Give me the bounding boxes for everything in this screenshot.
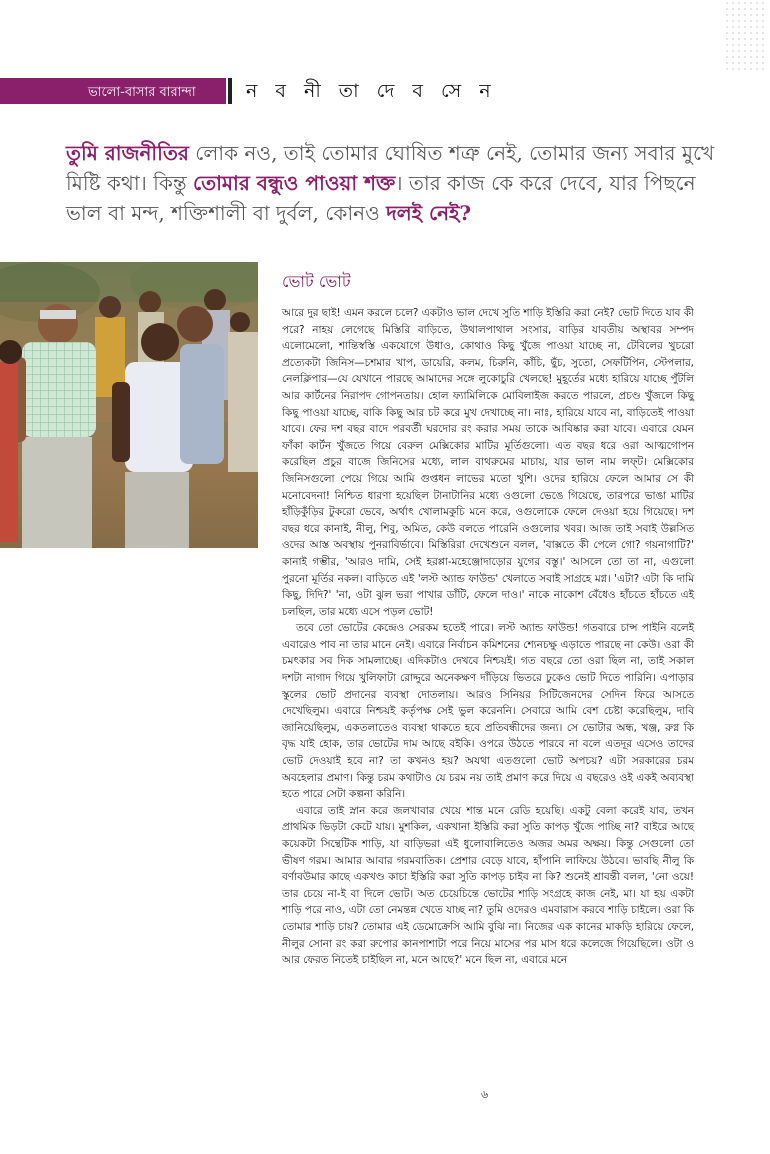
article-body [282, 305, 694, 969]
decorative-dot-pattern [724, 0, 764, 72]
article-paragraph: আরে দুর ছাই! এমন করলে চলে? একটাও ভাল দেখে সুতি শাড়ি ইস্তিরি করা নেই? ভোট দিতে যাব কী পরে? নাহয় লেগেছে মিস্তিরি বাড়িতে, উথালপাথাল সংসার, বাড়ির যাবতীয় অস্থাবর সম্পদ এলোমেলো, শান্তিস্বস্তি একযোগে উধাও, কোথাও কিছু খুঁজে পাওয়া যাচ্ছে না, টেবিলের খুচরো প্রত্যেকটা জিনিস—চশমার খাপ, ডায়েরি, কলম, চিরুনি, কাঁচি, ছুঁচ, সুতো, সেফটিপিন, স্টেপলার, নেলক্লিপার—যে যেখানে পারছে আমাদের সঙ্গে লুকোচুরি খেলছে! মুহূর্তের মধ্যে হারিয়ে যাচ্ছে পুঁটলি আর কার্টনের নিরাপদ গোপনতায়। হোল ফ্যামিলিকে মোবিলাইজ করতে পারলে, প্রচণ্ড খুঁজলে কিছু কিছু পাওয়া যাচ্ছে, বাকি কিছু আর চট করে মুখ দেখাচ্ছে না। নাঃ, হারিয়ে যাবে না, বাড়িতেই পাওয়া যাবে। ফের দশ বছর বাদে পরবর্তী ঘরদোর রং করার সময় তাকে আবিষ্কার করা যাবে। এবারে যেমন ফাঁকা কার্টন খুঁজতে গিয়ে বেরুল মেক্সিকোর মাটির মূর্তিগুলো। এত বছর ধরে ওরা আত্মগোপন করেছিল প্রচুর বাজে জিনিসের মধ্যে, লাল বাথরুমের মাচায়, যার ভাল নাম লফ্‌ট। মেক্সিকোর জিনিসগুলো পেয়ে গিয়ে আমি গুপ্তধন লাভের মতো খুশি। ওদের হারিয়ে ফেলে আমার সে কী মনোবেদনা! নিশ্চিত ধারণা হয়েছিল টানাটানির মধ্যে ওগুলো ভেঙে গিয়েছে, তারপরে ভাঙা মাটির হাঁড়িকুঁড়ির টুকরো ভেবে, অর্থাৎ খোলামকুচি মনে করে, ওগুলোকে ফেলে দেওয়া হয়ে গিয়েছে। দশ বছর ধরে কানাই, নীলু, শিবু, অমিত, কেউ বলতে পারেনি ওগুলোর খবর। আজ তাই সবাই উল্লসিত ওদের আস্ত অবস্থায় পুনরাবির্ভাবে। মিস্তিরিরা দেখেশুনে বলল, 'বাক্সতে কী পেলে গো? গয়নাগাটি?' কানাই গম্ভীর, 'আরও দামি, সেই হরপ্পা-মহেঞ্জোদাড়োর যুগের বস্তু।' আসলে তো তা না, এগুলো পুরনো মূর্তির নকল। বাড়িতে এই 'লস্ট অ্যান্ড ফাউন্ড' খেলাতে সবাই সাগ্রহে মগ্ন। 'এটা? এটা কি দামি কিছু, দিদি?' 'না, ওটা ঝুল ভরা পাখার ডাঁটি, ফেলে দাও।' নাকে নাকোশ বেঁধেও হাঁচতে হাঁচতে এই চলছিল, তার মধ্যে এসে পড়ল ভোট! [282, 307, 694, 618]
page-number: ৬ [481, 1088, 489, 1101]
pull-quote-text: । তার কাজ কে করে দেবে, যার পিছনে ভাল বা মন্দ, শক্তিশালী বা দুর্বল, কোনও [66, 171, 696, 225]
article-paragraph: তবে তো ভোটের কেন্দ্রেও সেরকম হতেই পারে। লস্ট অ্যান্ড ফাউন্ড! গতবারে চান্স পাইনি বলেই এবারেও পাব না তার মানে নেই। এবারে নির্বাচন কমিশনের শ্যেনচক্ষু এড়াতে পারছে না কেউ। ওরা কী চমৎকার সব দিক সামলাচ্ছে। এদিকটাও দেখবে নিশ্চয়ই। গত বছরে তো ওরা ছিল না, তাই সকাল দশটা নাগাদ গিয়ে খুলিফাটা রোদ্দুরে অনেকক্ষণ দাঁড়িয়ে ভিতরে ঢুকেও ভোট দিতে পারিনি। এপাড়ার স্কুলের ভোট প্রদানের ব্যবস্থা দোতলায়। আরও সিনিয়র সিটিজেনদের সেদিন ফিরে আসতে দেখেছিলুম। এবারে নিশ্চয়ই কর্তৃপক্ষ সেই ভুল করেননি। সেবারে আমি বেশ চেষ্টা করেছিলুম, দাবি জানিয়েছিলুম, একতলাতেও ব্যবস্থা থাকতে হবে প্রতিবন্ধীদের জন্য। সে ভোটার অন্ধ, খঞ্জ, রুগ্ন কি বৃদ্ধ যাই হোক, তার ভোটের দাম আছে বইকি। ওপরে উঠতে পারবে না বলে এতদূর এসেও তাদের ভোট দেওয়াই হবে না? তা কখনও হয়? অযথা এতগুলো ভোট অপচয়? এটা সরকারের চরম অবহেলার প্রমাণ। কিন্তু চরম কথাটাও যে চরম নয় তাই প্রমাণ করে দিয়ে এ বছরেও ওই একই অব্যবস্থা হতে পারে সেটা কল্পনা করিনি। [282, 622, 694, 801]
photo-illustration [0, 262, 258, 548]
article-paragraph: এবারে তাই স্নান করে জলখাবার খেয়ে শান্ত মনে রেডি হয়েছি। একটু বেলা করেই যাব, তখন প্রাথমিক ভিড়টা কেটে যায়। মুশকিল, একখানা ইস্তিরি করা সুতি কাপড় খুঁজে পাচ্ছি না? বাইরে আছে কয়েকটা সিন্থেটিক শাড়ি, যা বাড়িভরা এই ধুলোবালিতেও অজর অমর অক্ষয়। কিন্তু সেগুলো তো ভীষণ গরম। আমার আবার গরমবাতিক। প্রেশার বেড়ে যাবে, হাঁপানি লাফিয়ে উঠবে। ভাবছি নীলু কি বর্ণাবউমার কাছে একখণ্ড কাচা ইস্তিরি করা সুতি কাপড় চাইব না কি? শুনেই শ্রাবন্তী বলল, 'নো ওয়ে! তার চেয়ে না-ই বা দিলে ভোট। অত চেয়েচিন্তে ভোটের শাড়ি সংগ্রহে কাজ নেই, মা। যা হয় একটা শাড়ি পরে নাও, এটা তো নেমন্তন্ন খেতে যাচ্ছ না? তুমি ওদেরও এমবারাস করবে শাড়ি চাইলে। ওরা কি তোমার শাড়ি চায়? তোমার এই ডেমোক্রেসি আমি বুঝি না। নিজের এক কানের মাকড়ি হারিয়ে ফেলে, নীলুর সোনা রং করা রুপোর কানপাশাটা পরে নিয়ে মাসের পর মাস ধরে কলেজে গিয়েছিলে। ওটা ও আর ফেরত নিতেই চাইছিল না, মনে আছে?' মনে ছিল না, এবারে মনে [282, 804, 694, 967]
author-name: ন ব নী তা দে ব সে ন [246, 80, 497, 102]
pull-quote-highlight: দলই নেই? [386, 201, 472, 225]
pull-quote-highlight: তোমার বন্ধুও পাওয়া শক্ত [193, 171, 396, 195]
header-divider [228, 78, 232, 104]
pull-quote-highlight: তুমি রাজনীতির [66, 141, 189, 165]
pull-quote [66, 138, 726, 228]
queue-of-voters-photo [0, 262, 258, 548]
pull-quote-text: লোক নও, তাই তোমার ঘোষিত শত্রু নেই, তোমার জন্য সবার মুখে মিষ্টি কথা। কিন্তু [66, 141, 715, 195]
column-label: ভালো-বাসার বারান্দা [88, 85, 196, 100]
article-title: ভোট ভোট [282, 272, 351, 291]
